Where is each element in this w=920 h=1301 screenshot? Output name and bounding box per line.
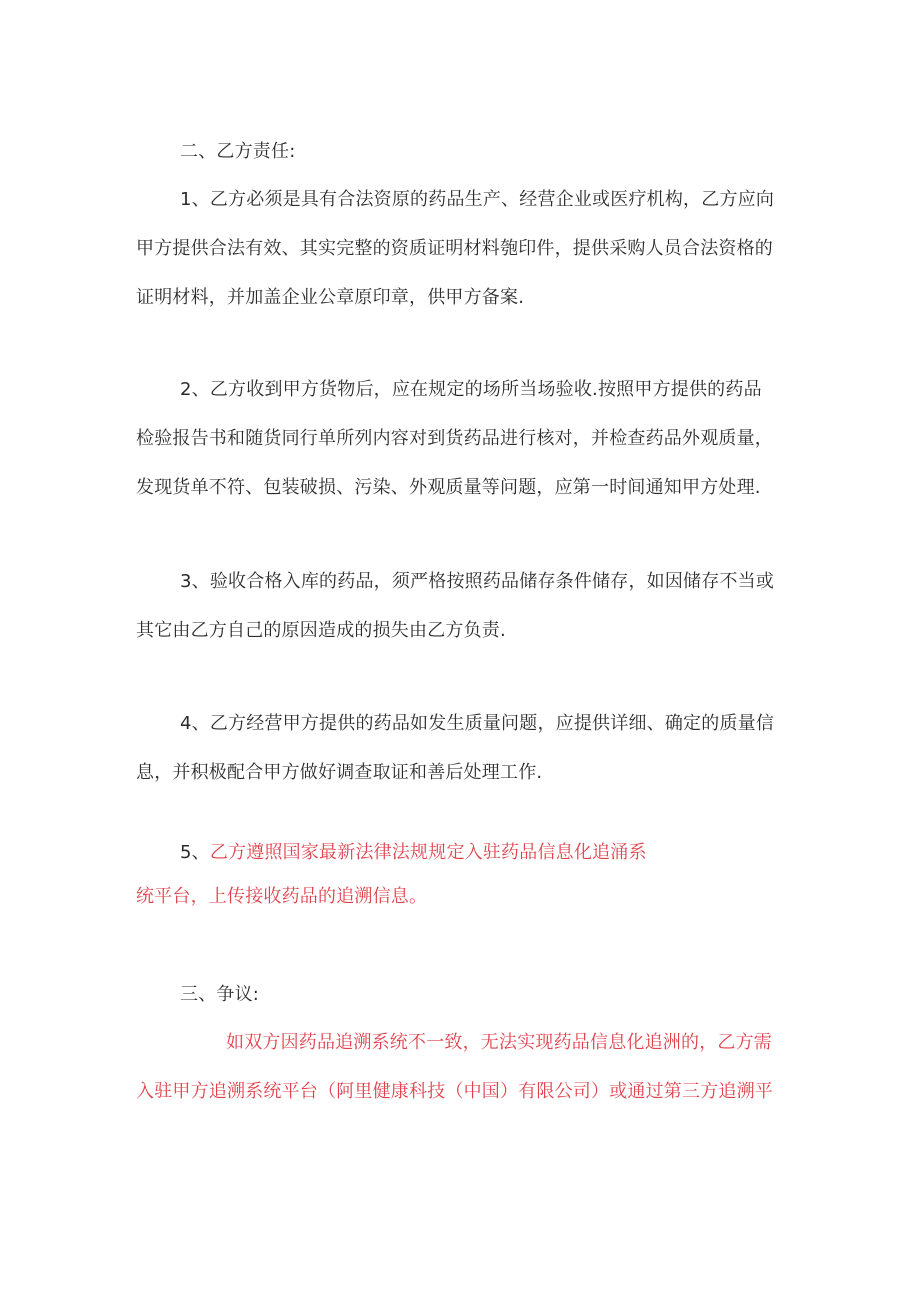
item-5-highlight-text: 乙方遵照国家最新法律法规规定入驻药品信息化追涌系 xyxy=(209,842,647,863)
item-3-line-2: 其它由乙方自己的原因造成的损失由乙方负责. xyxy=(136,620,506,641)
section-heading-dispute: 三、争议: xyxy=(180,984,260,1005)
item-5-number: 5、 xyxy=(180,842,210,863)
item-2-line-2: 检验报告书和随货同行单所列内容对到货药品进行核对，并检查药品外观质量， xyxy=(136,428,773,449)
item-5-line-2: 统平台，上传接收药品的追溯信息。 xyxy=(136,886,428,907)
dispute-line-2: 入驻甲方追溯系统平台（阿里健康科技（中国）有限公司）或通过第三方追溯平 xyxy=(136,1081,773,1102)
item-4-line-1: 4、乙方经营甲方提供的药品如发生质量问题，应提供详细、确定的质量信 xyxy=(180,713,775,734)
section-heading-responsibilities: 二、乙方责任: xyxy=(180,141,296,162)
item-2-line-3: 发现货单不符、包装破损、污染、外观质量等问题，应第一时间通知甲方处理. xyxy=(136,477,761,498)
item-3-line-1: 3、验收合格入库的药品，须严格按照药品储存条件储存，如因储存不当或 xyxy=(180,571,775,592)
item-1-line-3: 证明材料，并加盖企业公章原印章，供甲方备案. xyxy=(136,287,525,308)
item-4-line-2: 息，并积极配合甲方做好调查取证和善后处理工作. xyxy=(136,762,543,783)
dispute-line-1: 如双方因药品追溯系统不一致，无法实现药品信息化追洲的，乙方需 xyxy=(226,1032,772,1053)
item-1-line-2: 甲方提供合法有效、其实完整的资质证明材料匏印件，提供采购人员合法资格的 xyxy=(136,238,773,259)
item-1-line-1: 1、乙方必须是具有合法资原的药品生产、经营企业或医疗机构，乙方应向 xyxy=(180,189,775,210)
item-2-line-1: 2、乙方收到甲方货物后，应在规定的场所当场验收.按照甲方提供的药品 xyxy=(180,379,762,400)
item-5-line-1 xyxy=(180,840,647,866)
